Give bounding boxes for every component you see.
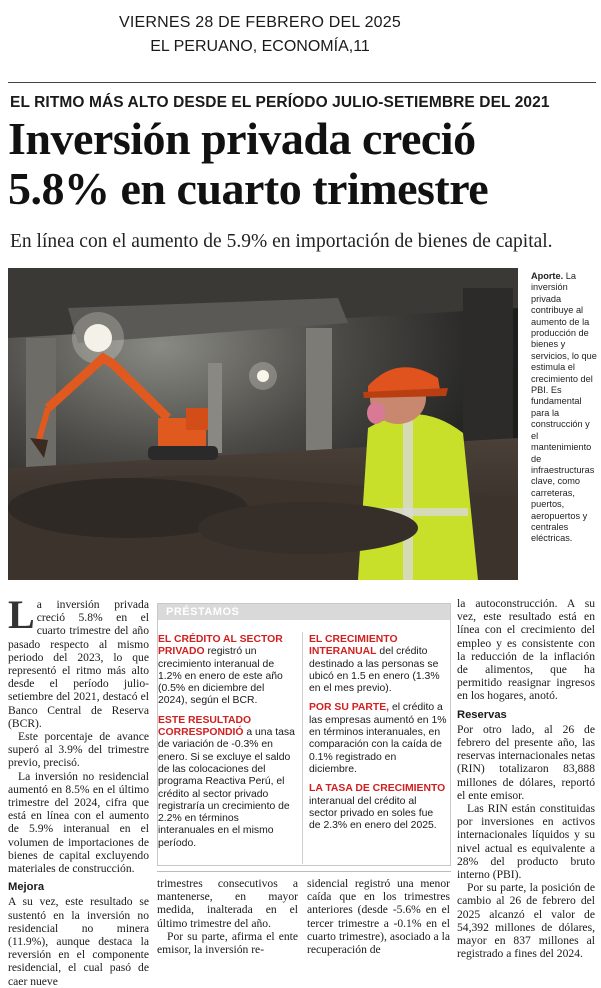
col2-paragraph-2: Por su parte, afirma el ente emisor, la inversión re-	[157, 929, 298, 957]
col1-paragraph-3: La inversión no residencial aumentó en 8.5% en el último trimestre del 2024, cifra que está en línea con el aumento de 5.9% interanual en el volumen de importaciones de bienes de capital excluyendo materiales de construcción.	[8, 769, 149, 876]
sidebar-item-text: a una tasa de variación de -0.3% en enero. Si se excluye el saldo de las colocaciones del programa Reactiva Perú, el crédito al sector privado registraría un crecimiento de 2.2% en términos interanuales en el mismo período.	[158, 727, 295, 849]
article-headline	[8, 114, 598, 214]
photo-caption	[531, 271, 599, 545]
sidebar-left-column	[158, 634, 296, 857]
sidebar-item	[158, 715, 296, 850]
col1-paragraph-4: A su vez, este resultado se sustentó en la inversión no residencial no minera (11.9%), aunque destaca la reversión en el componente residencial, el cual pasó de caer nueve	[8, 895, 149, 988]
headline-line-2: 5.8% en cuarto trimestre	[8, 163, 489, 214]
article-column-3	[307, 877, 450, 956]
col3-paragraph-1: sidencial registró una menor caída que en los trimestres anteriores (desde -5.6% en el tercer trimestre a -0.1% en el cuarto trimestre), asociado a la recuperación de	[307, 877, 450, 957]
col4-paragraph-4: Por su parte, la posición de cambio al 26 de febrero del 2025 alcanzó el valor de 54,392 millones de dólares, mayor en 837 millones al registrado a fines del 2024.	[457, 881, 595, 961]
caption-lead: Aporte.	[531, 271, 564, 281]
article-column-4	[457, 597, 595, 960]
col4-paragraph-3: Las RIN están constituidas por inversiones en activos internacionales líquidos y su nivel actual es equivalente a 28% del producto bruto interno (PBI).	[457, 802, 595, 882]
article-deck: En línea con el aumento de 5.9% en importación de bienes de capital.	[10, 231, 553, 252]
sidebar-bottom-rule	[157, 871, 451, 872]
subhead-reservas: Reservas	[457, 708, 507, 721]
sidebar-item	[309, 634, 447, 695]
sidebar-item-lead: POR SU PARTE,	[309, 702, 390, 714]
article-photo	[8, 268, 518, 580]
article-column-1	[8, 592, 149, 988]
article-kicker: EL RITMO MÁS ALTO DESDE EL PERÍODO JULIO-SETIEMBRE DEL 2021	[10, 94, 550, 111]
article-column-2	[157, 877, 298, 956]
sidebar-item	[158, 634, 296, 708]
sidebar-tab	[158, 604, 450, 620]
caption-text: La inversión privada contribuye al aumento de la producción de bienes y servicios, lo que estimula el crecimiento del PBI. Es fundamental para la construcción y el mantenimiento de infraestructuras clave, como carreteras, puertos, aeropuertos y centrales eléctricas.	[531, 271, 597, 544]
sidebar-item-lead: LA TASA DE CRECIMIENTO	[309, 783, 446, 795]
sidebar-right-column	[309, 634, 447, 839]
sidebar-item-lead: EL CRÉDITO AL SECTOR PRIVADO	[158, 634, 283, 658]
prestamos-sidebar	[157, 603, 451, 866]
sidebar-item-text: registró un crecimiento interanual de 1.2% en enero de este año (0.5% en diciembre del 2024), según el BCR.	[158, 646, 283, 707]
drop-cap: L	[8, 592, 35, 637]
sidebar-item-text: interanual del crédito al sector privado en soles fue de 2.3% en enero del 2025.	[309, 795, 437, 832]
sidebar-item-text: el crédito a las empresas aumentó en 1% en términos interanuales, en comparación con la caída de 0.1% registrado en diciembre.	[309, 702, 447, 775]
page-date: VIERNES 28 DE FEBRERO DEL 2025	[119, 14, 401, 31]
header-rule	[8, 82, 596, 83]
tunnel-construction-illustration	[8, 268, 518, 580]
col1-paragraph-1: a inversión privada creció 5.8% en el cuarto trimestre del año pasado respecto al mismo periodo del 2023, lo que representó el ritmo más alto desde el período julio-setiembre del 2021, destacó el Banco Central de Reserva (BCR).	[8, 598, 149, 730]
col2-paragraph-1: trimestres consecutivos a mantenerse, en mayor medida, inalterada en el último trimestre del año.	[157, 877, 298, 930]
publication-section: EL PERUANO, ECONOMÍA,11	[150, 38, 370, 55]
col1-paragraph-2: Este porcentaje de avance superó al 3.9% del trimestre previo, precisó.	[8, 730, 149, 770]
col4-paragraph-1: la autoconstrucción. A su vez, este resultado está en línea con el crecimiento del empleo y es consistente con la reducción de la inflación de alimentos, que ha permitido reasignar ingresos en los hogares, anotó.	[457, 597, 595, 703]
sidebar-item	[309, 702, 447, 776]
col4-paragraph-2: Por otro lado, al 26 de febrero del presente año, las reservas internacionales netas (RIN) totalizaron 83,888 millones de dólares, reportó el ente emisor.	[457, 722, 595, 802]
sidebar-divider	[302, 632, 303, 864]
sidebar-item-lead: EL CRECIMIENTO INTERANUAL	[309, 634, 398, 658]
sidebar-item	[309, 783, 447, 832]
sidebar-item-text: del crédito destinado a las personas se ubicó en 1.5 en enero (1.3% en el mes previo).	[309, 646, 440, 695]
subhead-mejora: Mejora	[8, 881, 45, 894]
sidebar-item-lead: ESTE RESULTADO CORRESPONDIÓ	[158, 714, 252, 739]
sidebar-tab-label: PRÉSTAMOS	[166, 606, 240, 618]
headline-line-1: Inversión privada creció	[8, 113, 476, 164]
